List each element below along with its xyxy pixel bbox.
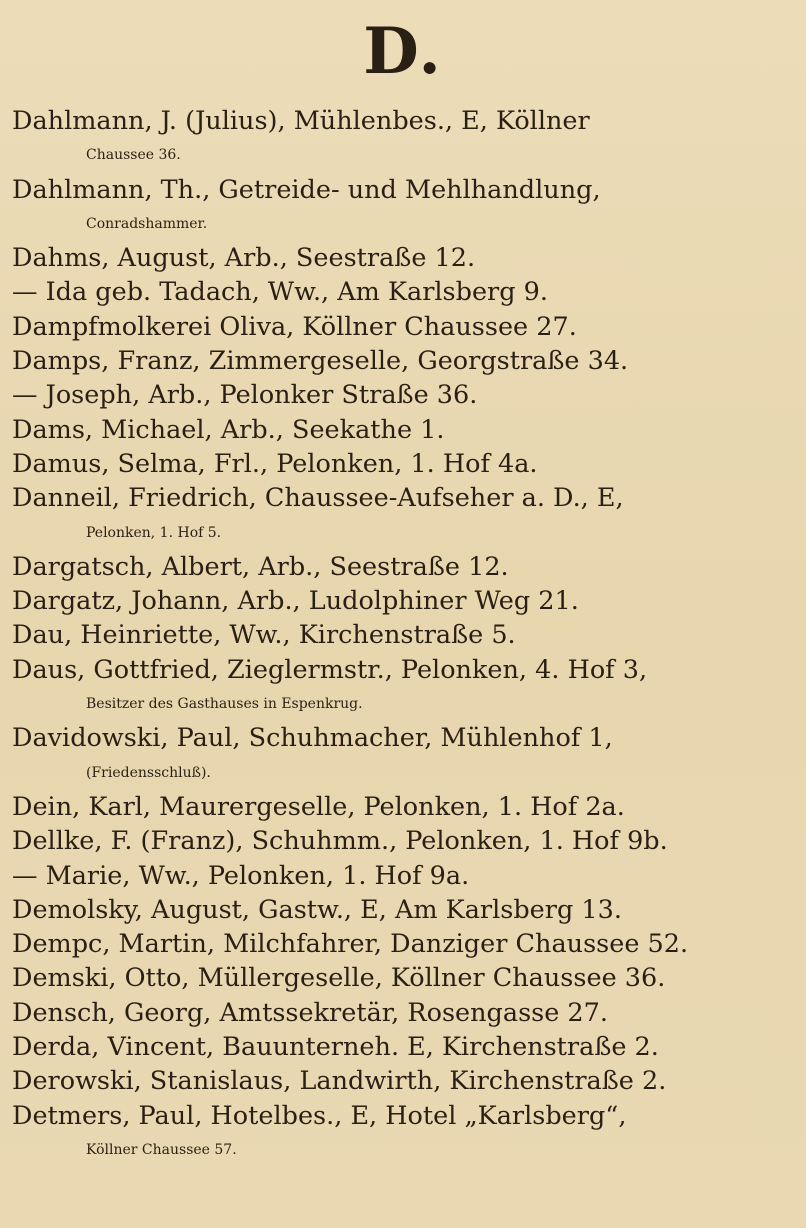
directory-entry <box>12 173 796 242</box>
entry-line: Damus, Selma, Frl., Pelonken, 1. Hof 4a. <box>12 448 538 479</box>
entry-line: Derowski, Stanislaus, Landwirth, Kirchenstraße 2. <box>12 1066 667 1097</box>
entry-line: Dellke, F. (Franz), Schuhmm., Pelonken, 1. Hof 9b. <box>12 826 668 857</box>
directory-entry <box>12 310 796 344</box>
directory-entry <box>12 275 796 309</box>
entry-line: Damps, Franz, Zimmergeselle, Georgstraße 34. <box>12 346 629 377</box>
entry-line: Derda, Vincent, Bauunterneh. E, Kirchenstraße 2. <box>12 1032 659 1063</box>
entry-line: Demolsky, August, Gastw., E, Am Karlsberg 13. <box>12 894 622 925</box>
directory-entry <box>12 1030 796 1064</box>
entry-line: Dein, Karl, Maurergeselle, Pelonken, 1. Hof 2a. <box>12 791 625 822</box>
directory-entry <box>12 893 796 927</box>
entry-continuation-line: (Friedensschluß). <box>86 764 211 781</box>
directory-entry <box>12 996 796 1030</box>
directory-entry <box>12 550 796 584</box>
directory-entry <box>12 653 796 722</box>
entry-line: Densch, Georg, Amtssekretär, Rosengasse 27. <box>12 997 608 1028</box>
entry-line: — Joseph, Arb., Pelonker Straße 36. <box>12 380 478 411</box>
directory-entry <box>12 1064 796 1098</box>
directory-entry <box>12 344 796 378</box>
entry-line: Dahlmann, Th., Getreide- und Mehlhandlung, <box>12 174 601 205</box>
directory-entry <box>12 447 796 481</box>
entry-list <box>12 104 796 1167</box>
entry-line: Demski, Otto, Müllergeselle, Köllner Chaussee 36. <box>12 963 666 994</box>
directory-entry <box>12 790 796 824</box>
directory-entry <box>12 824 796 858</box>
entry-continuation-line: Chaussee 36. <box>86 147 181 164</box>
directory-entry <box>12 584 796 618</box>
entry-continuation-line: Besitzer des Gasthauses in Espenkrug. <box>86 696 363 713</box>
entry-line: Dahms, August, Arb., Seestraße 12. <box>12 243 476 274</box>
directory-entry <box>12 927 796 961</box>
directory-entry <box>12 104 796 173</box>
entry-line: Danneil, Friedrich, Chaussee-Aufseher a. D., E, <box>12 483 624 514</box>
directory-entry <box>12 378 796 412</box>
entry-line: Dau, Heinriette, Ww., Kirchenstraße 5. <box>12 620 516 651</box>
directory-entry <box>12 859 796 893</box>
entry-line: Dargatz, Johann, Arb., Ludolphiner Weg 21. <box>12 586 579 617</box>
directory-entry <box>12 618 796 652</box>
entry-line: Davidowski, Paul, Schuhmacher, Mühlenhof 1, <box>12 723 613 754</box>
section-heading: D. <box>363 14 443 89</box>
directory-entry <box>12 961 796 995</box>
entry-line: — Ida geb. Tadach, Ww., Am Karlsberg 9. <box>12 277 549 308</box>
directory-entry <box>12 241 796 275</box>
entry-continuation-line: Köllner Chaussee 57. <box>86 1141 237 1158</box>
entry-line: Detmers, Paul, Hotelbes., E, Hotel „Karlsberg“, <box>12 1100 627 1131</box>
directory-entry <box>12 1099 796 1168</box>
entry-line: Dahlmann, J. (Julius), Mühlenbes., E, Köllner <box>12 106 590 136</box>
directory-entry <box>12 481 796 550</box>
entry-line: Dams, Michael, Arb., Seekathe 1. <box>12 414 445 445</box>
entry-line: Dargatsch, Albert, Arb., Seestraße 12. <box>12 551 509 582</box>
entry-continuation-line: Conradshammer. <box>86 215 208 232</box>
entry-line: Dampfmolkerei Oliva, Köllner Chaussee 27. <box>12 311 577 342</box>
entry-line: Dempc, Martin, Milchfahrer, Danziger Chaussee 52. <box>12 929 689 960</box>
directory-entry <box>12 721 796 790</box>
directory-entry <box>12 413 796 447</box>
entry-line: Daus, Gottfried, Zieglermstr., Pelonken, 4. Hof 3, <box>12 654 648 685</box>
entry-continuation-line: Pelonken, 1. Hof 5. <box>86 524 222 541</box>
entry-line: — Marie, Ww., Pelonken, 1. Hof 9a. <box>12 860 470 891</box>
